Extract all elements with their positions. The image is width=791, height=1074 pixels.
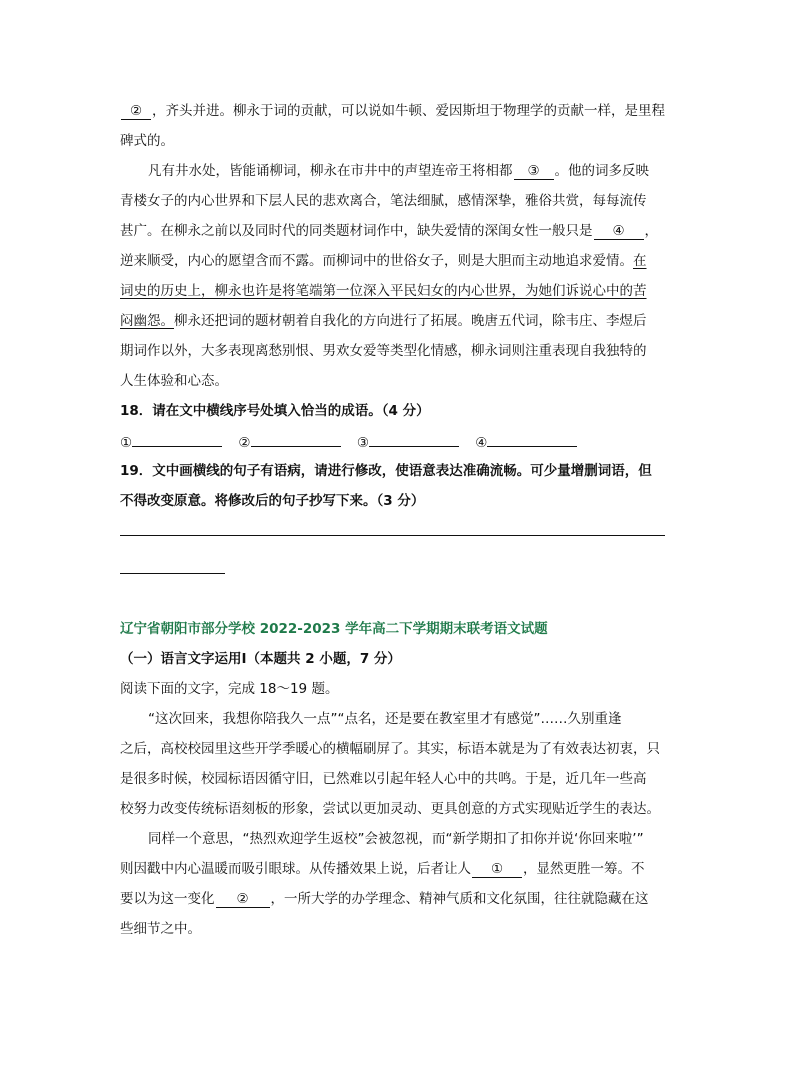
passage-line: 闷幽怨。柳永还把词的题材朝着自我化的方向进行了拓展。晚唐五代词，除韦庄、李煜后 bbox=[120, 313, 647, 329]
passage-line: 甚广。在柳永之前以及同时代的同类题材词作中，缺失爱情的深闺女性一般只是 ④ ， bbox=[120, 223, 658, 239]
passage-line: 人生体验和心态。 bbox=[120, 373, 228, 389]
passage-line bbox=[120, 282, 647, 300]
section-heading: （一）语言文字运用Ⅰ（本题共 2 小题，7 分） bbox=[120, 651, 401, 667]
passage-line: 之后，高校校园里这些开学季暖心的横幅刷屏了。其实，标语本就是为了有效表达初衷，只 bbox=[120, 741, 660, 757]
answer-label-3: ③ bbox=[356, 435, 369, 451]
passage-line: ② ，齐头并进。柳永于词的贡献，可以说如牛顿、爱因斯坦于物理学的贡献一样，是里程 bbox=[120, 102, 665, 120]
passage-line: “这次回来，我想你陪我久一点”“点名，还是要在教室里才有感觉”……久别重逢 bbox=[148, 711, 622, 727]
question-18: 18．请在文中横线序号处填入恰当的成语。（4 分） bbox=[120, 403, 430, 419]
passage-line: 碑式的。 bbox=[120, 133, 174, 149]
answer-blank-2: ② bbox=[121, 103, 151, 120]
answer-row-18 bbox=[120, 432, 577, 452]
answer-line bbox=[120, 535, 665, 536]
passage-line: 则因戳中内心温暖而吸引眼球。从传播效果上说，后者让人 ① ，显然更胜一筹。不 bbox=[120, 861, 645, 877]
question-19: 19．文中画横线的句子有语病，请进行修改，使语意表达准确流畅。可少量增删词语，但 bbox=[120, 463, 652, 479]
question-19-cont: 不得改变原意。将修改后的句子抄写下来。（3 分） bbox=[120, 493, 425, 509]
answer-label-4: ④ bbox=[475, 435, 488, 451]
answer-line-4 bbox=[487, 432, 577, 447]
underlined-sentence: 词史的历史上，柳永也许是将笔端第一位深入平民妇女的内心世界，为她们诉说心中的苦 bbox=[120, 283, 647, 299]
instruction: 阅读下面的文字，完成 18～19 题。 bbox=[120, 681, 339, 697]
answer-line bbox=[120, 573, 225, 574]
passage-line: 要以为这一变化 ② ，一所大学的办学理念、精神气质和文化氛围，往往就隐藏在这 bbox=[120, 891, 649, 907]
underlined-sentence: 闷幽怨。 bbox=[120, 313, 174, 329]
answer-line-3 bbox=[369, 432, 459, 447]
answer-blank-1: ① bbox=[472, 861, 522, 878]
passage-line: 是很多时候，校园标语因循守旧，已然难以引起年轻人心中的共鸣。于是，近几年一些高 bbox=[120, 771, 647, 787]
passage-line: 逆来顺受，内心的愿望含而不露。而柳词中的世俗女子，则是大胆而主动地追求爱情。在 bbox=[120, 253, 647, 269]
passage-line: 期词作以外，大多表现离愁别恨、男欢女爱等类型化情感，柳永词则注重表现自我独特的 bbox=[120, 343, 647, 359]
passage-line: 青楼女子的内心世界和下层人民的悲欢离合，笔法细腻，感情深挚，雅俗共赏，每每流传 bbox=[120, 193, 647, 209]
underlined-sentence: 在 bbox=[633, 253, 647, 269]
source-title: 辽宁省朝阳市部分学校 2022-2023 学年高二下学期期末联考语文试题 bbox=[120, 621, 548, 637]
answer-blank-2: ② bbox=[216, 891, 270, 908]
answer-line-1 bbox=[132, 432, 222, 447]
answer-line-2 bbox=[251, 432, 341, 447]
answer-blank-3: ③ bbox=[514, 163, 554, 180]
answer-label-1: ① bbox=[120, 435, 133, 451]
answer-blank-4: ④ bbox=[594, 223, 644, 240]
passage-line: 同样一个意思，“热烈欢迎学生返校”会被忽视，而“新学期扣了扣你并说‘你回来啦’” bbox=[148, 831, 644, 847]
answer-label-2: ② bbox=[238, 435, 251, 451]
passage-line: 校努力改变传统标语刻板的形象，尝试以更加灵动、更具创意的方式实现贴近学生的表达。 bbox=[120, 801, 660, 817]
passage-line: 些细节之中。 bbox=[120, 921, 201, 937]
passage-line: 凡有井水处，皆能诵柳词，柳永在市井中的声望连帝王将相都 ③ 。他的词多反映 bbox=[148, 163, 649, 179]
